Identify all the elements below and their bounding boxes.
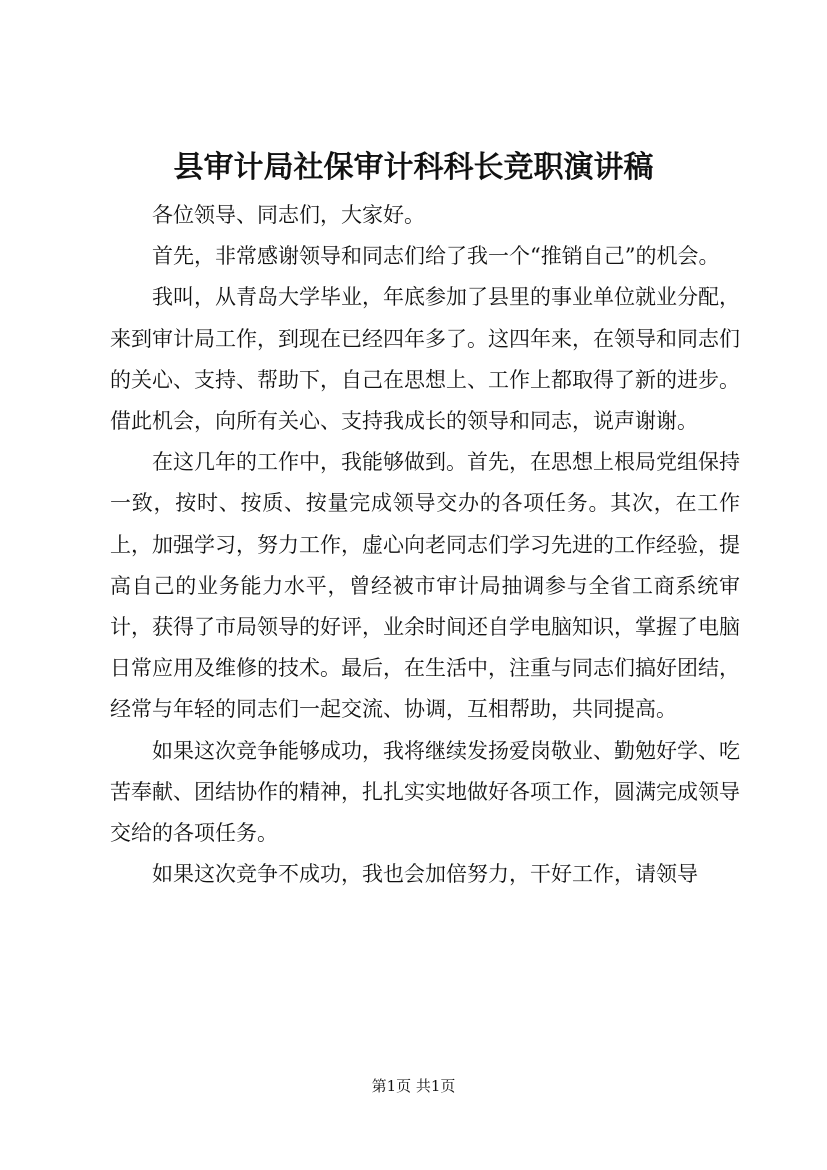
document-body <box>110 195 740 895</box>
paragraph-work-experience: 在这几年的工作中，我能够做到。首先，在思想上根局党组保持一致，按时、按质、按量完成领导交办的各项任务。其次，在工作上，加强学习，努力工作，虚心向老同志们学习先进的工作经验，提高自己的业务能力水平，曾经被市审计局抽调参与全省工商系统审计，获得了市局领导的好评，业余时间还自学电脑知识，掌握了电脑日常应用及维修的技术。最后，在生活中，注重与同志们搞好团结，经常与年轻的同志们一起交流、协调，互相帮助，共同提高。 <box>110 450 740 722</box>
paragraph-thanks: 首先，非常感谢领导和同志们给了我一个“推销自己”的机会。 <box>152 244 720 269</box>
paragraph-if-success: 如果这次竞争能够成功，我将继续发扬爱岗敬业、勤勉好学、吃苦奉献、团结协作的精神，扎扎实实地做好各项工作，圆满完成领导交给的各项任务。 <box>110 738 740 846</box>
paragraph-greeting: 各位领导、同志们，大家好。 <box>152 203 425 227</box>
paragraph-introduction: 我叫，从青岛大学毕业，年底参加了县里的事业单位就业分配，来到审计局工作，到现在已经四年多了。这四年来，在领导和同志们的关心、支持、帮助下，自己在思想上、工作上都取得了新的进步。借此机会，向所有关心、支持我成长的领导和同志，说声谢谢。 <box>110 285 740 434</box>
page-number-footer: 第1页 共1页 <box>371 1077 456 1095</box>
paragraph-if-fail: 如果这次竞争不成功，我也会加倍努力，干好工作，请领导 <box>152 862 698 887</box>
document-title: 县审计局社保审计科科长竞职演讲稿 <box>173 150 654 185</box>
